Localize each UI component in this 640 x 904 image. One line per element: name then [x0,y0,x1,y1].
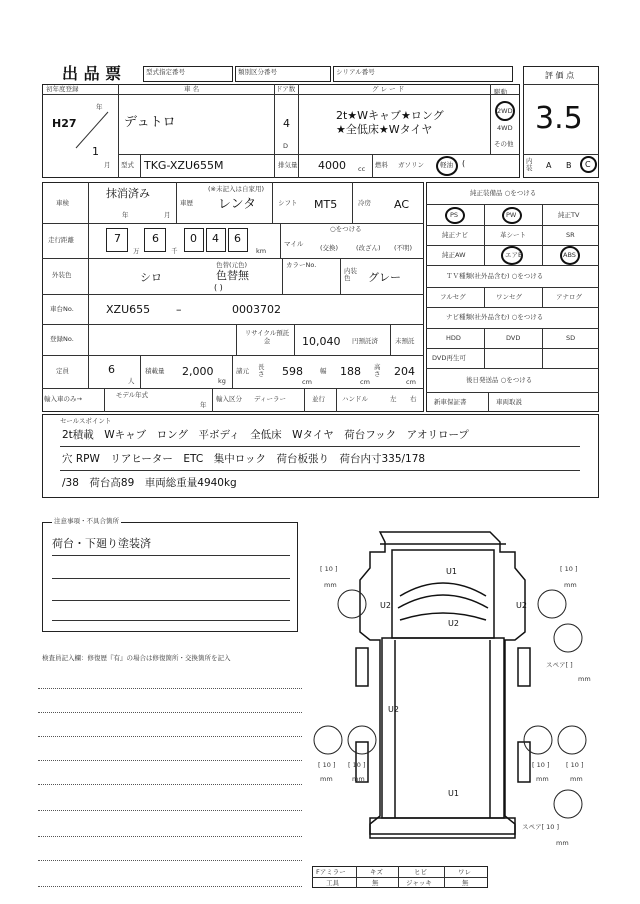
width-label: 幅 [320,367,327,375]
color-no-label: カラーNo. [286,261,317,269]
color-value: シロ [140,271,162,284]
height-value: 204 [394,365,415,378]
tire-rl1-unit: mm [320,775,333,783]
length-value: 598 [282,365,303,378]
mileage-mark-note: ○をつける [330,225,362,233]
import-parallel: 並行 [312,395,325,403]
recycle-amount: 10,040 [302,335,341,348]
reg-no-label: 型式指定番号 [146,68,185,76]
equip-abs: ABS [563,251,576,259]
tire-fr-unit: mm [564,581,577,589]
import-dealer: ディーラー [254,395,286,403]
color-swap-paren: ( ) [214,283,223,292]
mile-exchange: (交換) [320,244,339,252]
name-label: 車 名 [184,85,200,93]
legend-h4: ワレ [458,868,471,876]
height-label: 高さ [374,363,381,378]
grade-line1: 2t★Wキャブ★ロング [336,109,444,122]
payload-unit: kg [218,377,226,385]
shift-value: MT5 [314,198,338,211]
color-swap-label: 色替(元色) [216,261,248,269]
sales-label: セールスポイント [60,417,112,425]
mileage-label: 走行距離 [48,236,74,244]
displacement-value: 4000 [318,159,346,172]
equip-sr: SR [566,231,575,239]
later-warranty: 新車保証書 [434,398,467,406]
drive-label: 駆動 [494,88,507,96]
score-label: 評 価 点 [545,71,575,80]
fuel-gasoline: ガソリン [398,161,424,169]
navi-dvd: DVD [506,334,521,342]
navi-title: ナビ種類(社外品含む) ○をつける [446,313,544,321]
mile-tamper: (改ざん) [356,244,381,252]
length-unit: cm [302,378,312,386]
later-title: 後日発送品 ○をつける [466,376,533,384]
history-note: (※未記入は自家用) [208,185,265,193]
first-reg-month: 1 [92,145,99,158]
vehicle-name: デュトロ [124,115,176,130]
score-value: 3.5 [535,101,583,136]
zone-u2-mid: U2 [448,619,459,628]
sales-line3: /38 荷台高89 車両総重量4940kg [62,477,237,489]
dvd-play: DVD再生可 [432,354,466,362]
tire-rr2-value: 10 [570,761,579,769]
tire-rr1-unit: mm [536,775,549,783]
tire-rr1-value: 10 [536,761,545,769]
doors-value: 4 [283,117,290,130]
mileage-digit2: 6 [152,232,159,245]
capacity-unit: 人 [128,377,135,385]
import-type-label: 輸入区分 [216,395,242,403]
spare2-unit: mm [556,839,569,847]
inspection-value: 抹消済み [106,187,150,200]
legend-h1: Fアミラー [316,868,346,876]
equip-airbag: エアB [505,251,523,259]
length-label: 長さ [258,363,265,378]
width-unit: cm [360,378,370,386]
mile-unknown: (不明) [394,244,413,252]
fuel-label: 燃料 [375,161,388,169]
displacement-unit: cc [358,165,366,173]
legend-h2: キズ [370,868,383,876]
ac-value: AC [394,198,410,211]
grade-label: グ レ ー ド [372,85,405,93]
sales-line2: 穴 RPW リアヒーター ETC 集中ロック 荷台板張り 荷台内寸335/178 [62,453,426,465]
tv-title: ＴＶ種類(社外品含む) ○をつける [446,272,544,280]
equip-navi: 純正ナビ [442,231,468,239]
navi-hdd: HDD [446,334,461,342]
legend-r1: 工具 [326,879,339,887]
tire-rl1-value: 10 [322,761,331,769]
legend-h3: ヒビ [414,868,427,876]
import-label: 輸入車のみ→ [44,395,82,403]
payload-value: 2,000 [182,365,214,378]
model-value: TKG-XZU655M [144,159,224,172]
month-unit: 月 [104,161,111,169]
handle-left: 左 [390,395,397,403]
insp-year: 年 [122,211,129,219]
displacement-label: 排気量 [278,161,298,169]
int-color-label: 内装色 [344,267,357,282]
tire-fl-unit: mm [324,581,337,589]
chassis-number: 0003702 [232,303,281,316]
first-reg-label: 初年度登録 [46,85,79,93]
navi-sd: SD [566,334,576,342]
year-unit: 年 [96,103,103,111]
notes-label: 注意事項・不具合箇所 [54,517,119,525]
ac-label: 冷房 [358,199,371,207]
recycle-label: リサイクル預託金 [244,329,290,345]
capacity-value: 6 [108,363,115,376]
mileage-unit-km: km [256,247,267,255]
history-value: レンタ [218,197,257,212]
equip-aw: 純正AW [442,251,466,259]
fuel-diesel: 軽油 [440,161,453,169]
zone-u2-left: U2 [380,601,391,610]
tire-fl-value: 10 [324,565,333,573]
inspector-note: 検査員記入欄：修復歴『有』の場合は修復箇所・交換箇所を記入 [42,654,231,662]
mileage-unit-man: 万 [133,247,140,255]
grade-line2: ★全低床★Wタイヤ [336,123,433,136]
handle-right: 右 [410,395,417,403]
spare1-unit: mm [578,675,591,683]
zone-u2-right: U2 [516,601,527,610]
drive-other: その他 [494,140,514,148]
tire-rr2-unit: mm [570,775,583,783]
legend-r3: ジャッキ [406,879,432,887]
height-unit: cm [406,378,416,386]
spare2-label: スペア [522,823,542,831]
equip-tv: 純正TV [558,211,580,219]
legend-r4: 無 [462,879,469,887]
history-label: 車歴 [180,199,193,207]
handle-label: ハンドル [342,395,368,403]
model-year-label: モデル年式 [115,391,149,399]
mileage-unit-sen: 千 [171,247,178,255]
drive-2wd: 2WD [497,107,513,115]
interior-a: A [546,161,552,170]
first-reg-year: H27 [52,117,77,130]
interior-label: 内装 [526,157,533,172]
insp-month: 月 [164,211,171,219]
page-title: 出 品 票 [62,64,122,83]
recycle-paid: 円預託済 [352,337,378,345]
mileage-digit1: 7 [114,232,121,245]
reg-label: 登録No. [50,335,74,343]
legend-r2: 無 [372,879,379,887]
doors-label: ドア数 [276,85,296,93]
tv-oneseg: ワンセグ [496,293,522,301]
tv-fullseg: フルセグ [440,293,466,301]
drive-4wd: 4WD [497,124,513,132]
spare2-value: 10 [546,823,555,831]
equip-pw: PW [506,211,517,219]
equip-title: 純正装備品 ○をつける [470,189,537,197]
tv-analog: アナログ [556,293,582,301]
equip-ps: PS [450,211,459,219]
class-no-label: 類別区分番号 [238,68,277,76]
interior-b: B [566,161,572,170]
model-year-unit: 年 [200,401,207,409]
doors-unit: D [283,142,289,150]
chassis-label: 車台No. [50,305,74,313]
payload-label: 積載量 [145,367,165,375]
equip-leather: 革シート [500,231,526,239]
width-value: 188 [340,365,361,378]
zone-u1-top: U1 [446,567,457,576]
mileage-digit5: 6 [234,232,241,245]
serial-label: シリアル番号 [336,68,375,76]
zone-u1-bottom: U1 [448,789,459,798]
model-label: 型式 [121,161,134,169]
capacity-label: 定員 [56,367,69,375]
zone-u2-bed: U2 [388,705,399,714]
mileage-digit4: 4 [212,232,219,245]
notes-line1: 荷台・下廻り塗装済 [52,537,151,550]
shift-label: シフト [278,199,298,207]
chassis-dash: – [176,303,182,316]
tire-fr-value: 10 [564,565,573,573]
tire-rl2-unit: mm [352,775,365,783]
int-color-value: グレー [368,271,401,284]
dims-label: 諸元 [236,367,249,375]
interior-c: C [585,160,591,169]
color-swap-value: 色替無 [216,269,249,282]
sales-line1: 2t積載 Wキャブ ロング 平ボディ 全低床 Wタイヤ 荷台フック アオリロープ [62,429,469,441]
mileage-digit3: 0 [190,232,197,245]
spare1-label: スペア [546,661,566,669]
later-manual: 車両取説 [496,398,522,406]
tire-rl2-value: 10 [352,761,361,769]
chassis-model: XZU655 [106,303,151,316]
recycle-unpaid: 未預託 [395,337,415,345]
color-label: 外装色 [52,271,72,279]
mile-label: マイル [284,240,304,248]
inspection-label: 車検 [56,199,69,207]
